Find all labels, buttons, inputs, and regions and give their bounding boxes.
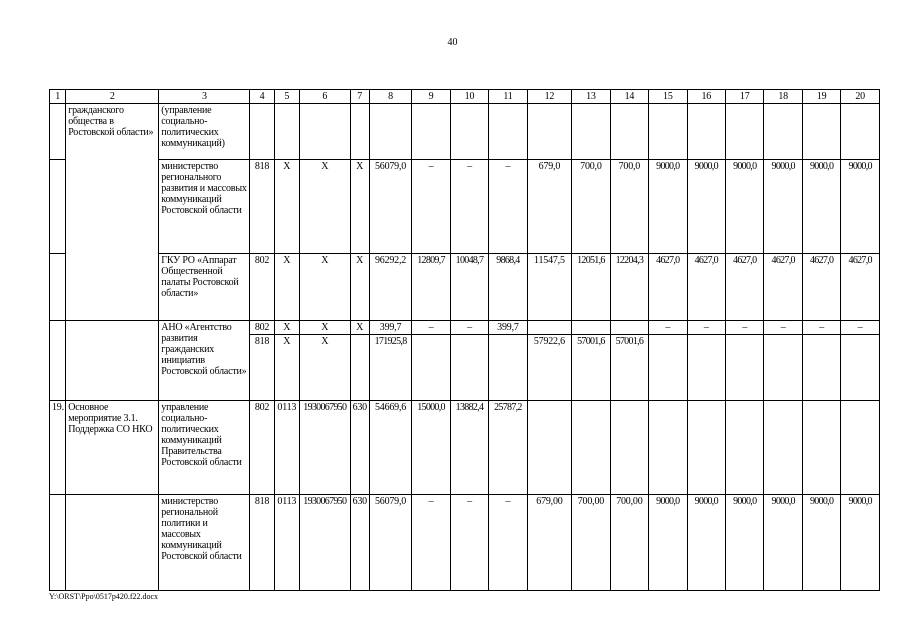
cell: [572, 104, 610, 160]
value-cell: 679,00: [527, 495, 572, 591]
header-cell: 3: [159, 90, 250, 104]
value-cell: 9000,0: [802, 160, 840, 254]
value-cell: 9868,4: [489, 254, 527, 321]
cell: [764, 104, 802, 160]
value-cell: [489, 335, 527, 401]
value-cell: –: [764, 321, 802, 335]
value-cell: 700,00: [572, 495, 610, 591]
budget-table: [49, 89, 880, 591]
header-cell: 4: [250, 90, 274, 104]
cell: 630: [350, 401, 369, 495]
header-cell: 12: [527, 90, 572, 104]
value-cell: [610, 401, 648, 495]
header-cell: 10: [450, 90, 488, 104]
cell: X: [274, 254, 299, 321]
value-cell: 9000,0: [649, 495, 687, 591]
cell: X: [350, 160, 369, 254]
cell: [50, 321, 66, 401]
cell: 1930067950: [299, 495, 350, 591]
cell: [50, 254, 66, 321]
value-cell: 54669,6: [369, 401, 412, 495]
header-cell: 20: [841, 90, 880, 104]
value-cell: –: [726, 321, 764, 335]
value-cell: 9000,0: [726, 160, 764, 254]
value-cell: 4627,0: [841, 254, 880, 321]
cell: [66, 495, 159, 591]
header-cell: 7: [350, 90, 369, 104]
cell: 630: [350, 495, 369, 591]
cell: [489, 104, 527, 160]
executor-cell: ГКУ РО «Аппарат Общественной палаты Ростовской области»: [159, 254, 250, 321]
value-cell: 399,7: [489, 321, 527, 335]
row-number-cell: 19.: [50, 401, 66, 495]
value-cell: 56079,0: [369, 160, 412, 254]
cell: 818: [250, 335, 274, 401]
table-row: [50, 104, 880, 160]
value-cell: –: [802, 321, 840, 335]
cell: [350, 335, 369, 401]
header-cell: 16: [687, 90, 725, 104]
value-cell: 171925,8: [369, 335, 412, 401]
cell: [527, 104, 572, 160]
table-row: [50, 254, 880, 321]
cell: [50, 495, 66, 591]
value-cell: [649, 335, 687, 401]
value-cell: 4627,0: [726, 254, 764, 321]
page-number: 40: [447, 37, 458, 48]
value-cell: [841, 335, 880, 401]
value-cell: –: [450, 160, 488, 254]
value-cell: 700,0: [610, 160, 648, 254]
value-cell: [764, 401, 802, 495]
cell: X: [299, 335, 350, 401]
value-cell: –: [450, 321, 488, 335]
table-row: [50, 321, 880, 335]
value-cell: 399,7: [369, 321, 412, 335]
value-cell: 9000,0: [687, 495, 725, 591]
value-cell: –: [489, 495, 527, 591]
cell: 0113: [274, 401, 299, 495]
cell: X: [299, 160, 350, 254]
activity-name-cell: Основное мероприятие 3.1. Поддержка СО НКО: [66, 401, 159, 495]
value-cell: –: [841, 321, 880, 335]
header-cell: 5: [274, 90, 299, 104]
executor-cell: (управление социально-политических коммуникаций): [159, 104, 250, 160]
value-cell: [802, 335, 840, 401]
table-row: [50, 160, 880, 254]
cell: 1930067950: [299, 401, 350, 495]
value-cell: [527, 401, 572, 495]
value-cell: 4627,0: [687, 254, 725, 321]
header-cell: 14: [610, 90, 648, 104]
cell: [250, 104, 274, 160]
value-cell: [610, 321, 648, 335]
cell: 0113: [274, 495, 299, 591]
value-cell: –: [412, 321, 450, 335]
value-cell: [687, 335, 725, 401]
executor-cell: управление социально-политических коммуникаций Правительства Ростовской области: [159, 401, 250, 495]
value-cell: 700,00: [610, 495, 648, 591]
cell: X: [274, 335, 299, 401]
cell: [450, 104, 488, 160]
value-cell: 96292,2: [369, 254, 412, 321]
value-cell: [450, 335, 488, 401]
cell: [687, 104, 725, 160]
file-path-footer: Y:\ORST\Ppo\0517p420.f22.docx: [49, 592, 159, 601]
cell: [649, 104, 687, 160]
header-cell: 9: [412, 90, 450, 104]
header-cell: 1: [50, 90, 66, 104]
value-cell: 57001,6: [610, 335, 648, 401]
value-cell: 4627,0: [649, 254, 687, 321]
value-cell: [527, 321, 572, 335]
header-cell: 15: [649, 90, 687, 104]
cell: [412, 104, 450, 160]
cell: 802: [250, 254, 274, 321]
value-cell: –: [649, 321, 687, 335]
value-cell: 11547,5: [527, 254, 572, 321]
value-cell: [802, 401, 840, 495]
value-cell: –: [412, 495, 450, 591]
value-cell: –: [687, 321, 725, 335]
cell: [610, 104, 648, 160]
value-cell: 12051,6: [572, 254, 610, 321]
cell: X: [274, 321, 299, 335]
value-cell: [572, 401, 610, 495]
cell: [350, 104, 369, 160]
value-cell: 25787,2: [489, 401, 527, 495]
cell: X: [299, 321, 350, 335]
value-cell: [687, 401, 725, 495]
value-cell: [841, 401, 880, 495]
table-row: [50, 401, 880, 495]
value-cell: 57922,6: [527, 335, 572, 401]
value-cell: 679,0: [527, 160, 572, 254]
header-row: [50, 90, 880, 104]
program-name-cell: гражданского общества в Ростовской области»: [66, 104, 159, 321]
cell: [299, 104, 350, 160]
value-cell: [572, 321, 610, 335]
header-cell: 18: [764, 90, 802, 104]
cell: X: [350, 254, 369, 321]
value-cell: 9000,0: [764, 160, 802, 254]
value-cell: 13882,4: [450, 401, 488, 495]
cell: X: [299, 254, 350, 321]
cell: X: [274, 160, 299, 254]
cell: [66, 321, 159, 401]
value-cell: 4627,0: [802, 254, 840, 321]
value-cell: [649, 401, 687, 495]
cell: 818: [250, 160, 274, 254]
cell: 818: [250, 495, 274, 591]
value-cell: 9000,0: [841, 160, 880, 254]
value-cell: 57001,6: [572, 335, 610, 401]
value-cell: 700,0: [572, 160, 610, 254]
cell: X: [350, 321, 369, 335]
executor-cell: АНО «Агентство развития гражданских инициатив Ростовской области»: [159, 321, 250, 401]
value-cell: 10048,7: [450, 254, 488, 321]
value-cell: 9000,0: [687, 160, 725, 254]
header-cell: 19: [802, 90, 840, 104]
cell: [274, 104, 299, 160]
value-cell: [726, 335, 764, 401]
value-cell: [726, 401, 764, 495]
cell: 802: [250, 321, 274, 335]
value-cell: 56079,0: [369, 495, 412, 591]
value-cell: 4627,0: [764, 254, 802, 321]
value-cell: 9000,0: [649, 160, 687, 254]
cell: [802, 104, 840, 160]
executor-cell: министерство регионального развития и массовых коммуникаций Ростовской области: [159, 160, 250, 254]
header-cell: 8: [369, 90, 412, 104]
header-cell: 6: [299, 90, 350, 104]
value-cell: –: [489, 160, 527, 254]
cell: [50, 160, 66, 254]
value-cell: 9000,0: [764, 495, 802, 591]
header-cell: 2: [66, 90, 159, 104]
value-cell: –: [412, 160, 450, 254]
cell: [369, 104, 412, 160]
cell: [726, 104, 764, 160]
value-cell: [412, 335, 450, 401]
cell: [841, 104, 880, 160]
value-cell: 15000,0: [412, 401, 450, 495]
executor-cell: министерство региональной политики и массовых коммуникаций Ростовской области: [159, 495, 250, 591]
value-cell: 9000,0: [726, 495, 764, 591]
header-cell: 11: [489, 90, 527, 104]
value-cell: [764, 335, 802, 401]
header-cell: 17: [726, 90, 764, 104]
value-cell: 9000,0: [802, 495, 840, 591]
value-cell: –: [450, 495, 488, 591]
value-cell: 12204,3: [610, 254, 648, 321]
header-cell: 13: [572, 90, 610, 104]
cell: [50, 104, 66, 160]
value-cell: 12809,7: [412, 254, 450, 321]
cell: 802: [250, 401, 274, 495]
value-cell: 9000,0: [841, 495, 880, 591]
table-row: [50, 495, 880, 591]
